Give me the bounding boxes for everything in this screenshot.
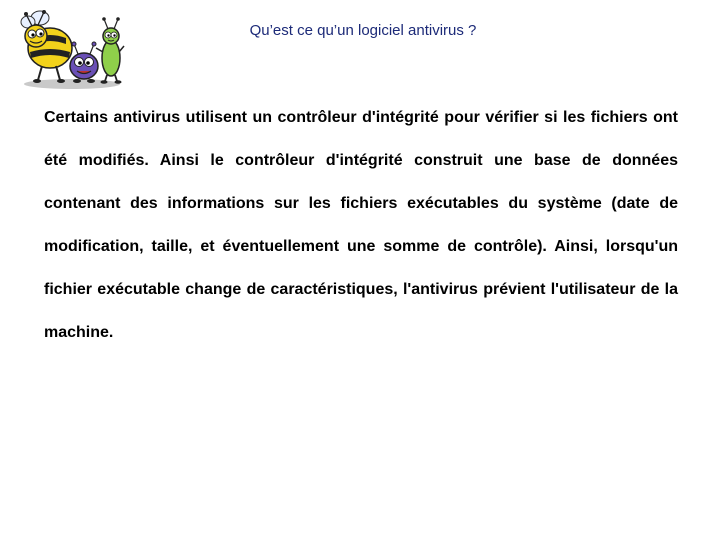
bugs-cartoon-icon bbox=[14, 8, 126, 90]
purple-bug-icon bbox=[70, 42, 98, 83]
green-bug-icon bbox=[96, 17, 124, 84]
bee-icon bbox=[21, 10, 72, 83]
slide-title: Qu’est ce qu’un logiciel antivirus ? bbox=[249, 22, 477, 39]
body-paragraph: Certains antivirus utilisent un contrôleur d'intégrité pour vérifier si les fichiers ont été modifiés. Ainsi le contrôleur d'intégrité construit une base de données contenant des informations sur les fichiers exécutables du système (date de modification, taille, et éventuellement une somme de contrôle). Ainsi, lorsqu'un fichier exécutable change de caractéristiques, l'antivirus prévient l'utilisateur de la machine. bbox=[44, 109, 678, 341]
